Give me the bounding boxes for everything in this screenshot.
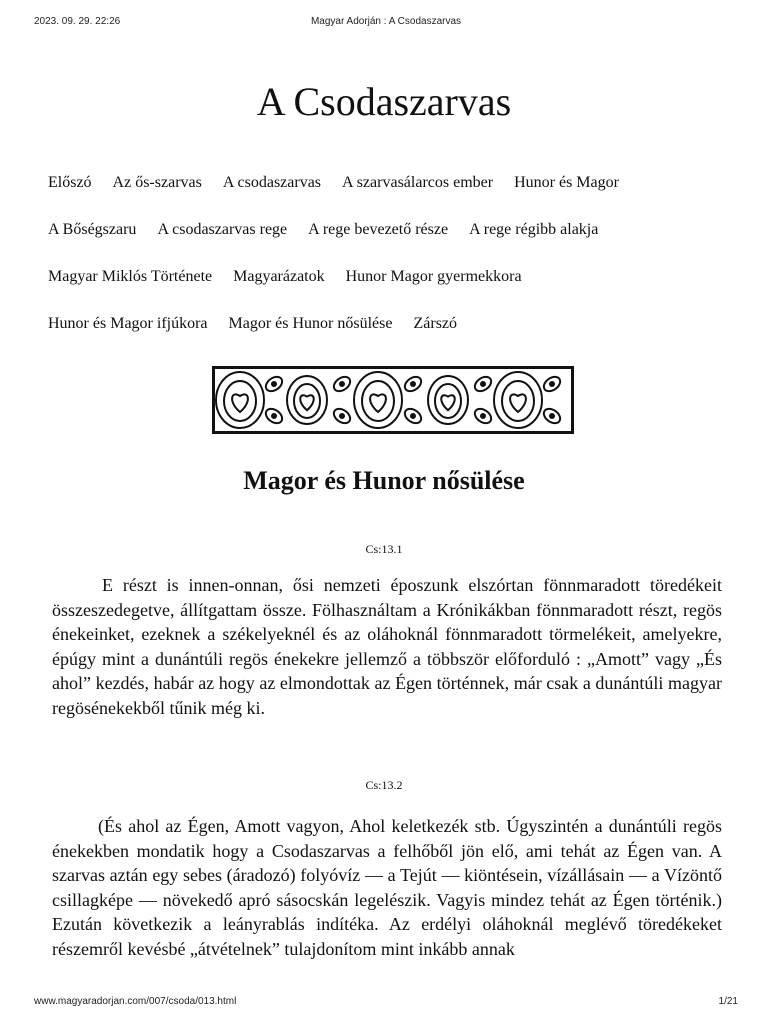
print-header xyxy=(34,16,738,30)
nav-link[interactable]: A csodaszarvas rege xyxy=(157,221,288,238)
chapter-title: Magor és Hunor nősülése xyxy=(243,466,525,495)
chapter-navigation xyxy=(48,174,738,362)
nav-link[interactable]: A csodaszarvas xyxy=(222,174,322,191)
nav-link[interactable]: Zárszó xyxy=(413,315,458,332)
print-datetime: 2023. 09. 29. 22:26 xyxy=(34,16,121,27)
nav-link[interactable]: Előszó xyxy=(48,174,92,191)
paragraph: (És ahol az Égen, Amott vagyon, Ahol keletkezék stb. Úgyszintén a dunántúli regös énekekben mondatik hogy a Csodaszarvas a felhőből jön elő, ami tehát az Égen van. A szarvas aztán egy sebes (áradozó) folyóvíz — a Tejút — kiöntésein, vízállásain — a Vízöntő csillagképe — növekedő apró sásocskán legelészik. Vagyis mindez tehát az Égen történik.) Ezután következik a leányrablás indítéka. Az erdélyi oláhoknál meglévő töredékeket részemről kevésbé „átvételnek” tulajdonítom mint inkább annak xyxy=(52,816,722,959)
site-title: A Csodaszarvas xyxy=(256,79,512,124)
nav-link[interactable]: A Bőségszaru xyxy=(48,221,137,238)
nav-row xyxy=(48,315,738,362)
paragraph: E részt is innen-onnan, ősi nemzeti époszunk elszórtan fönnmaradott töredékeit összeszedegetve, állítgattam össze. Fölhasználtam a Krónikákban fönnmaradott részt, regös énekeinket, ezeknek a székelyeknél és az oláhoknál fönnmaradott törmelékeit, amelyekre, épúgy mint a dunántúli regös énekekre jellemző a többször előforduló : „Amott” vagy „És ahol” kezdés, habár az hogy az elmondottak az Égen történnek, már csak a dunántúli magyar regösénekekből tűnik még ki. xyxy=(52,575,722,718)
print-footer xyxy=(34,996,738,1010)
nav-link[interactable]: Hunor és Magor ifjúkora xyxy=(48,315,208,332)
nav-link[interactable]: Magor és Hunor nősülése xyxy=(228,315,393,332)
nav-link[interactable]: Az ős-szarvas xyxy=(112,174,202,191)
section-id: Cs:13.1 xyxy=(365,542,403,556)
nav-link[interactable]: A rege bevezető része xyxy=(308,221,449,238)
nav-link[interactable]: Hunor és Magor xyxy=(514,174,619,191)
nav-link[interactable]: A rege régibb alakja xyxy=(469,221,599,238)
print-page-title: Magyar Adorján : A Csodaszarvas xyxy=(310,16,462,27)
nav-row xyxy=(48,221,738,268)
nav-row xyxy=(48,174,738,221)
print-url: www.magyaradorjan.com/007/csoda/013.html xyxy=(34,996,237,1007)
nav-link[interactable]: A szarvasálarcos ember xyxy=(342,174,494,191)
folk-ornament-banner xyxy=(212,366,574,434)
nav-link[interactable]: Magyarázatok xyxy=(233,268,325,285)
nav-link[interactable]: Hunor Magor gyermekkora xyxy=(345,268,522,285)
nav-row xyxy=(48,268,738,315)
section-id: Cs:13.2 xyxy=(365,778,403,792)
page-number: 1/21 xyxy=(718,996,738,1007)
nav-link[interactable]: Magyar Miklós Története xyxy=(48,268,213,285)
